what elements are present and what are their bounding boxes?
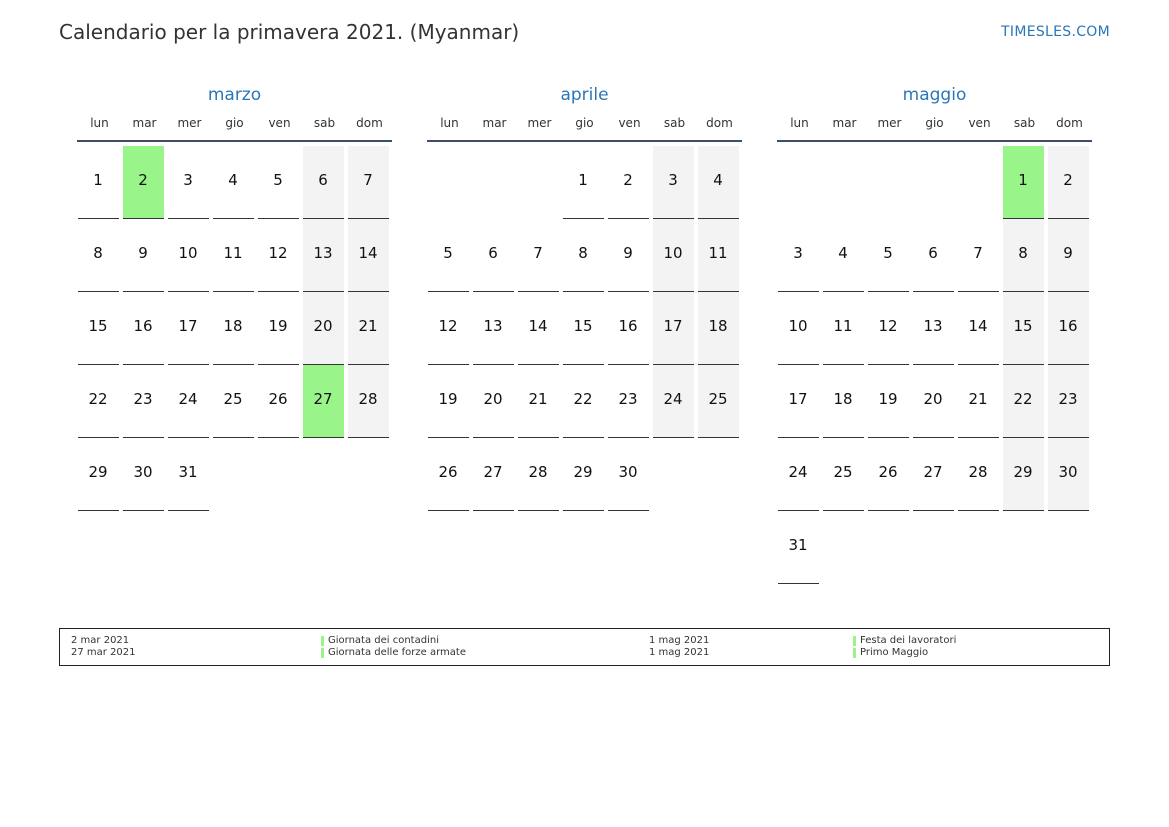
empty-cell bbox=[517, 146, 562, 219]
day-number: 19 bbox=[878, 390, 898, 408]
day-number: 7 bbox=[363, 171, 373, 189]
day-number: 13 bbox=[483, 317, 503, 335]
day-cell bbox=[517, 438, 562, 511]
legend-holiday-name: Giornata delle forze armate bbox=[321, 647, 466, 659]
day-cell bbox=[697, 146, 742, 219]
day-number: 22 bbox=[88, 390, 108, 408]
day-cell bbox=[167, 292, 212, 365]
day-cell bbox=[212, 365, 257, 438]
day-cell bbox=[562, 365, 607, 438]
weekday-label: mar bbox=[482, 116, 507, 130]
day-cell bbox=[912, 292, 957, 365]
day-cell bbox=[777, 365, 822, 438]
day-cell bbox=[167, 365, 212, 438]
day-cell bbox=[912, 365, 957, 438]
day-number: 2 bbox=[623, 171, 633, 189]
weekday-label: ven bbox=[618, 116, 641, 130]
day-number: 20 bbox=[313, 317, 333, 335]
empty-cell bbox=[777, 146, 822, 219]
day-grid bbox=[77, 146, 392, 511]
day-number: 15 bbox=[573, 317, 593, 335]
day-cell bbox=[122, 292, 167, 365]
day-cell bbox=[257, 365, 302, 438]
day-cell bbox=[302, 292, 347, 365]
day-cell bbox=[427, 219, 472, 292]
day-cell bbox=[427, 438, 472, 511]
weekday-label: ven bbox=[968, 116, 991, 130]
day-cell bbox=[957, 365, 1002, 438]
weekday-label: sab bbox=[313, 116, 336, 130]
day-cell bbox=[257, 219, 302, 292]
day-number: 1 bbox=[578, 171, 588, 189]
day-number: 10 bbox=[663, 244, 683, 262]
day-number: 29 bbox=[573, 463, 593, 481]
day-number: 23 bbox=[618, 390, 638, 408]
day-number: 10 bbox=[788, 317, 808, 335]
day-cell bbox=[867, 292, 912, 365]
day-number: 31 bbox=[788, 536, 808, 554]
day-number: 27 bbox=[313, 390, 333, 408]
day-cell bbox=[652, 146, 697, 219]
day-cell bbox=[1047, 292, 1092, 365]
day-cell bbox=[77, 219, 122, 292]
day-number: 8 bbox=[578, 244, 588, 262]
day-number: 18 bbox=[223, 317, 243, 335]
day-number: 14 bbox=[528, 317, 548, 335]
day-number: 25 bbox=[708, 390, 728, 408]
day-number: 29 bbox=[88, 463, 108, 481]
day-cell bbox=[472, 365, 517, 438]
day-number: 27 bbox=[483, 463, 503, 481]
day-number: 29 bbox=[1013, 463, 1033, 481]
day-number: 26 bbox=[268, 390, 288, 408]
day-cell bbox=[427, 292, 472, 365]
day-number: 14 bbox=[358, 244, 378, 262]
weekday-label: gio bbox=[225, 116, 244, 130]
weekday-label: ven bbox=[268, 116, 291, 130]
day-number: 9 bbox=[623, 244, 633, 262]
day-number: 24 bbox=[788, 463, 808, 481]
weekday-label: sab bbox=[1013, 116, 1036, 130]
day-number: 22 bbox=[1013, 390, 1033, 408]
weekday-label: mer bbox=[527, 116, 552, 130]
day-number: 6 bbox=[928, 244, 938, 262]
legend-holiday-name: Giornata dei contadini bbox=[321, 635, 439, 647]
day-cell bbox=[347, 219, 392, 292]
holiday-day-cell bbox=[122, 146, 167, 219]
weekday-label: dom bbox=[1056, 116, 1083, 130]
day-number: 5 bbox=[273, 171, 283, 189]
weekday-label: mar bbox=[132, 116, 157, 130]
day-number: 4 bbox=[838, 244, 848, 262]
day-cell bbox=[77, 292, 122, 365]
day-cell bbox=[167, 438, 212, 511]
day-cell bbox=[302, 219, 347, 292]
legend-date: 1 mag 2021 bbox=[649, 647, 710, 658]
day-cell bbox=[472, 292, 517, 365]
day-number: 17 bbox=[788, 390, 808, 408]
day-number: 21 bbox=[528, 390, 548, 408]
day-cell bbox=[212, 219, 257, 292]
day-cell bbox=[697, 292, 742, 365]
day-number: 8 bbox=[1018, 244, 1028, 262]
page-title: Calendario per la primavera 2021. (Myanmar) bbox=[59, 20, 520, 44]
day-cell bbox=[957, 219, 1002, 292]
day-number: 10 bbox=[178, 244, 198, 262]
empty-cell bbox=[822, 146, 867, 219]
day-cell bbox=[777, 219, 822, 292]
day-cell bbox=[517, 365, 562, 438]
day-number: 31 bbox=[178, 463, 198, 481]
day-cell bbox=[822, 219, 867, 292]
day-number: 20 bbox=[483, 390, 503, 408]
day-cell bbox=[1002, 438, 1047, 511]
day-cell bbox=[1047, 219, 1092, 292]
day-number: 26 bbox=[438, 463, 458, 481]
day-cell bbox=[1002, 292, 1047, 365]
weekday-label: gio bbox=[575, 116, 594, 130]
day-number: 5 bbox=[443, 244, 453, 262]
day-number: 1 bbox=[93, 171, 103, 189]
day-number: 6 bbox=[488, 244, 498, 262]
weekday-label: lun bbox=[440, 116, 459, 130]
weekday-label: mer bbox=[877, 116, 902, 130]
day-cell bbox=[212, 146, 257, 219]
legend-holiday-name: Primo Maggio bbox=[853, 647, 928, 659]
day-number: 24 bbox=[663, 390, 683, 408]
weekday-header bbox=[427, 114, 742, 142]
month-name: marzo bbox=[207, 85, 262, 105]
empty-cell bbox=[957, 146, 1002, 219]
empty-cell bbox=[427, 146, 472, 219]
weekday-label: sab bbox=[663, 116, 686, 130]
day-number: 28 bbox=[358, 390, 378, 408]
day-cell bbox=[517, 292, 562, 365]
day-cell bbox=[822, 365, 867, 438]
day-number: 5 bbox=[883, 244, 893, 262]
day-grid bbox=[427, 146, 742, 511]
day-cell bbox=[867, 219, 912, 292]
day-number: 28 bbox=[968, 463, 988, 481]
day-number: 3 bbox=[183, 171, 193, 189]
day-number: 17 bbox=[663, 317, 683, 335]
day-cell bbox=[212, 292, 257, 365]
day-cell bbox=[652, 219, 697, 292]
day-number: 9 bbox=[138, 244, 148, 262]
weekday-label: dom bbox=[356, 116, 383, 130]
day-cell bbox=[652, 292, 697, 365]
month-name: maggio bbox=[902, 85, 967, 105]
day-cell bbox=[562, 219, 607, 292]
day-number: 19 bbox=[438, 390, 458, 408]
holiday-day-cell bbox=[302, 365, 347, 438]
day-number: 4 bbox=[713, 171, 723, 189]
weekday-label: mer bbox=[177, 116, 202, 130]
day-number: 23 bbox=[1058, 390, 1078, 408]
day-cell bbox=[347, 292, 392, 365]
empty-cell bbox=[867, 146, 912, 219]
day-cell bbox=[347, 146, 392, 219]
legend-date: 1 mag 2021 bbox=[649, 635, 710, 646]
day-cell bbox=[167, 146, 212, 219]
day-number: 13 bbox=[313, 244, 333, 262]
day-number: 27 bbox=[923, 463, 943, 481]
day-number: 11 bbox=[833, 317, 853, 335]
legend-date: 27 mar 2021 bbox=[71, 647, 136, 658]
day-cell bbox=[912, 438, 957, 511]
day-cell bbox=[607, 438, 652, 511]
month-calendar-marzo bbox=[77, 84, 392, 511]
day-cell bbox=[427, 365, 472, 438]
day-number: 15 bbox=[88, 317, 108, 335]
day-number: 16 bbox=[618, 317, 638, 335]
day-number: 12 bbox=[438, 317, 458, 335]
day-cell bbox=[697, 365, 742, 438]
day-cell bbox=[1047, 365, 1092, 438]
day-cell bbox=[77, 146, 122, 219]
day-number: 24 bbox=[178, 390, 198, 408]
month-calendar-aprile bbox=[427, 84, 742, 511]
weekday-label: lun bbox=[90, 116, 109, 130]
legend-holiday-name: Festa dei lavoratori bbox=[853, 635, 956, 647]
weekday-label: dom bbox=[706, 116, 733, 130]
day-number: 7 bbox=[533, 244, 543, 262]
day-number: 14 bbox=[968, 317, 988, 335]
day-number: 28 bbox=[528, 463, 548, 481]
weekday-header bbox=[777, 114, 1092, 142]
weekday-label: mar bbox=[832, 116, 857, 130]
day-cell bbox=[122, 219, 167, 292]
day-grid bbox=[777, 146, 1092, 584]
day-number: 30 bbox=[1058, 463, 1078, 481]
empty-cell bbox=[472, 146, 517, 219]
day-number: 11 bbox=[223, 244, 243, 262]
day-cell bbox=[562, 146, 607, 219]
day-cell bbox=[822, 438, 867, 511]
day-number: 15 bbox=[1013, 317, 1033, 335]
brand-link[interactable]: TIMESLES.COM bbox=[1001, 24, 1110, 40]
day-number: 6 bbox=[318, 171, 328, 189]
day-cell bbox=[517, 219, 562, 292]
day-number: 18 bbox=[833, 390, 853, 408]
day-cell bbox=[957, 292, 1002, 365]
day-number: 8 bbox=[93, 244, 103, 262]
day-cell bbox=[1002, 365, 1047, 438]
day-cell bbox=[122, 365, 167, 438]
day-cell bbox=[607, 365, 652, 438]
day-cell bbox=[1047, 438, 1092, 511]
day-number: 19 bbox=[268, 317, 288, 335]
day-number: 3 bbox=[793, 244, 803, 262]
empty-cell bbox=[912, 146, 957, 219]
day-cell bbox=[777, 438, 822, 511]
day-number: 26 bbox=[878, 463, 898, 481]
month-name: aprile bbox=[560, 85, 609, 105]
day-number: 4 bbox=[228, 171, 238, 189]
day-number: 16 bbox=[1058, 317, 1078, 335]
day-cell bbox=[122, 438, 167, 511]
day-number: 22 bbox=[573, 390, 593, 408]
legend-date: 2 mar 2021 bbox=[71, 635, 130, 646]
day-number: 25 bbox=[223, 390, 243, 408]
weekday-header bbox=[77, 114, 392, 142]
day-number: 30 bbox=[618, 463, 638, 481]
day-number: 16 bbox=[133, 317, 153, 335]
day-cell bbox=[607, 292, 652, 365]
day-number: 7 bbox=[973, 244, 983, 262]
day-cell bbox=[1047, 146, 1092, 219]
day-number: 3 bbox=[668, 171, 678, 189]
weekday-label: lun bbox=[790, 116, 809, 130]
month-calendar-maggio bbox=[777, 84, 1092, 584]
day-cell bbox=[607, 146, 652, 219]
day-cell bbox=[257, 146, 302, 219]
day-cell bbox=[867, 365, 912, 438]
day-cell bbox=[347, 365, 392, 438]
day-cell bbox=[777, 292, 822, 365]
day-number: 2 bbox=[138, 171, 148, 189]
day-number: 13 bbox=[923, 317, 943, 335]
day-cell bbox=[822, 292, 867, 365]
day-cell bbox=[77, 365, 122, 438]
holiday-day-cell bbox=[1002, 146, 1047, 219]
day-number: 25 bbox=[833, 463, 853, 481]
day-cell bbox=[472, 219, 517, 292]
day-cell bbox=[77, 438, 122, 511]
day-number: 20 bbox=[923, 390, 943, 408]
day-cell bbox=[167, 219, 212, 292]
day-cell bbox=[562, 438, 607, 511]
day-cell bbox=[472, 438, 517, 511]
day-cell bbox=[777, 511, 822, 584]
holiday-legend bbox=[59, 628, 1110, 666]
day-cell bbox=[912, 219, 957, 292]
day-number: 1 bbox=[1018, 171, 1028, 189]
day-number: 2 bbox=[1063, 171, 1073, 189]
day-number: 23 bbox=[133, 390, 153, 408]
day-cell bbox=[957, 438, 1002, 511]
day-cell bbox=[302, 146, 347, 219]
day-cell bbox=[652, 365, 697, 438]
day-number: 21 bbox=[358, 317, 378, 335]
day-cell bbox=[607, 219, 652, 292]
weekday-label: gio bbox=[925, 116, 944, 130]
day-number: 21 bbox=[968, 390, 988, 408]
day-cell bbox=[562, 292, 607, 365]
day-number: 17 bbox=[178, 317, 198, 335]
day-cell bbox=[1002, 219, 1047, 292]
day-cell bbox=[697, 219, 742, 292]
day-number: 12 bbox=[268, 244, 288, 262]
day-number: 18 bbox=[708, 317, 728, 335]
day-number: 11 bbox=[708, 244, 728, 262]
day-cell bbox=[867, 438, 912, 511]
day-number: 12 bbox=[878, 317, 898, 335]
day-cell bbox=[257, 292, 302, 365]
day-number: 30 bbox=[133, 463, 153, 481]
day-number: 9 bbox=[1063, 244, 1073, 262]
